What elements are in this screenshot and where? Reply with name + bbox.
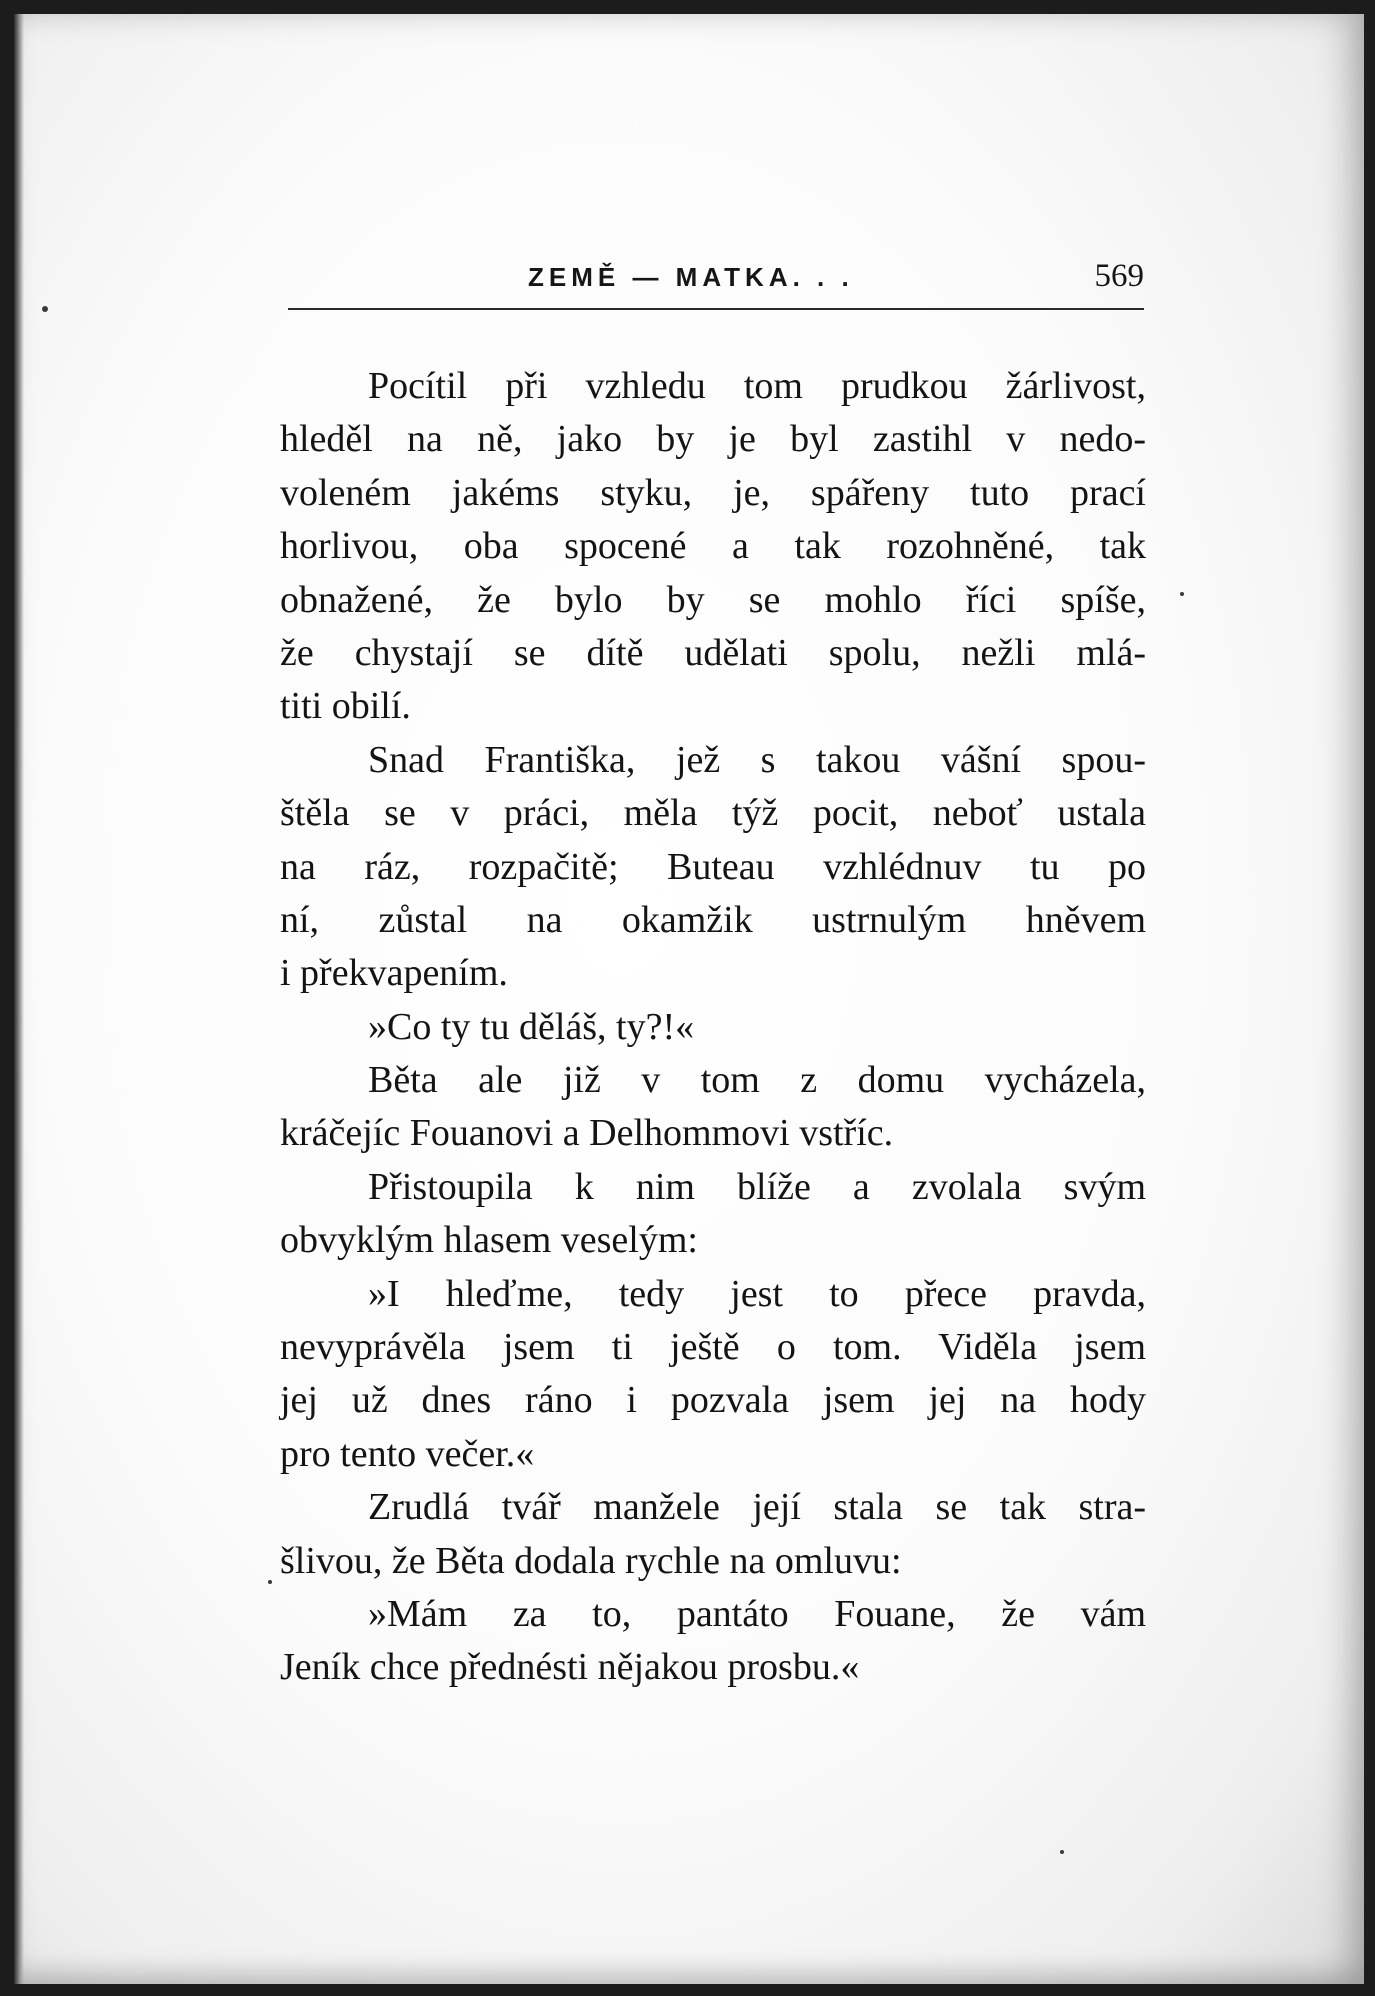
text-line: obnažené, že bylo by se mohlo říci spíše,	[280, 578, 1146, 621]
page-binding-edge	[14, 14, 24, 1984]
scan-speck	[1180, 592, 1184, 596]
body-text	[280, 360, 1146, 1695]
scan-speck	[42, 306, 48, 312]
text-line: Zrudlá tvář manžele její stala se tak stra-	[368, 1486, 1146, 1529]
text-line: »I hleďme, tedy jest to přece pravda,	[368, 1272, 1146, 1315]
header-rule	[288, 308, 1144, 310]
text-line: kráčejíc Fouanovi a Delhommovi vstříc.	[280, 1112, 894, 1155]
text-line: pro tento večer.«	[280, 1432, 535, 1475]
scan-speck	[268, 1580, 272, 1584]
text-line: štěla se v práci, měla týž pocit, neboť ustala	[280, 792, 1146, 835]
page-number: 569	[1094, 258, 1144, 294]
text-line: voleném jakéms styku, je, spářeny tuto prací	[280, 471, 1146, 514]
text-line: hleděl na ně, jako by je byl zastihl v nedo-	[280, 418, 1146, 461]
text-line: nevyprávěla jsem ti ještě o tom. Viděla jsem	[280, 1326, 1146, 1369]
text-line: šlivou, že Běta dodala rychle na omluvu:	[280, 1539, 902, 1582]
text-line: »Mám za to, pantáto Fouane, že vám	[368, 1592, 1146, 1635]
text-line: obvyklým hlasem veselým:	[280, 1219, 698, 1262]
text-line: ní, zůstal na okamžik ustrnulým hněvem	[280, 898, 1146, 941]
page-header	[288, 258, 1144, 310]
text-line: »Co ty tu děláš, ty?!«	[368, 1005, 695, 1048]
text-line: Přistoupila k nim blíže a zvolala svým	[368, 1165, 1146, 1208]
text-line: Pocítil při vzhledu tom prudkou žárlivost,	[368, 365, 1146, 407]
running-head: ZEMĚ — MATKA. . .	[528, 262, 854, 292]
text-line: že chystají se dítě udělati spolu, nežli mlá-	[280, 631, 1146, 674]
text-line: na ráz, rozpačitě; Buteau vzhlédnuv tu po	[280, 845, 1146, 888]
text-line: jej už dnes ráno i pozvala jsem jej na hody	[280, 1379, 1146, 1422]
scan-speck	[1060, 1850, 1064, 1854]
text-line: Jeník chce přednésti nějakou prosbu.«	[280, 1646, 860, 1689]
text-line: Běta ale již v tom z domu vycházela,	[368, 1059, 1146, 1102]
text-line: i překvapením.	[280, 952, 508, 995]
text-line: horlivou, oba spocené a tak rozohněné, tak	[280, 525, 1146, 568]
text-line: titi obilí.	[280, 685, 411, 728]
text-line: Snad Františka, jež s takou vášní spou-	[368, 738, 1146, 781]
